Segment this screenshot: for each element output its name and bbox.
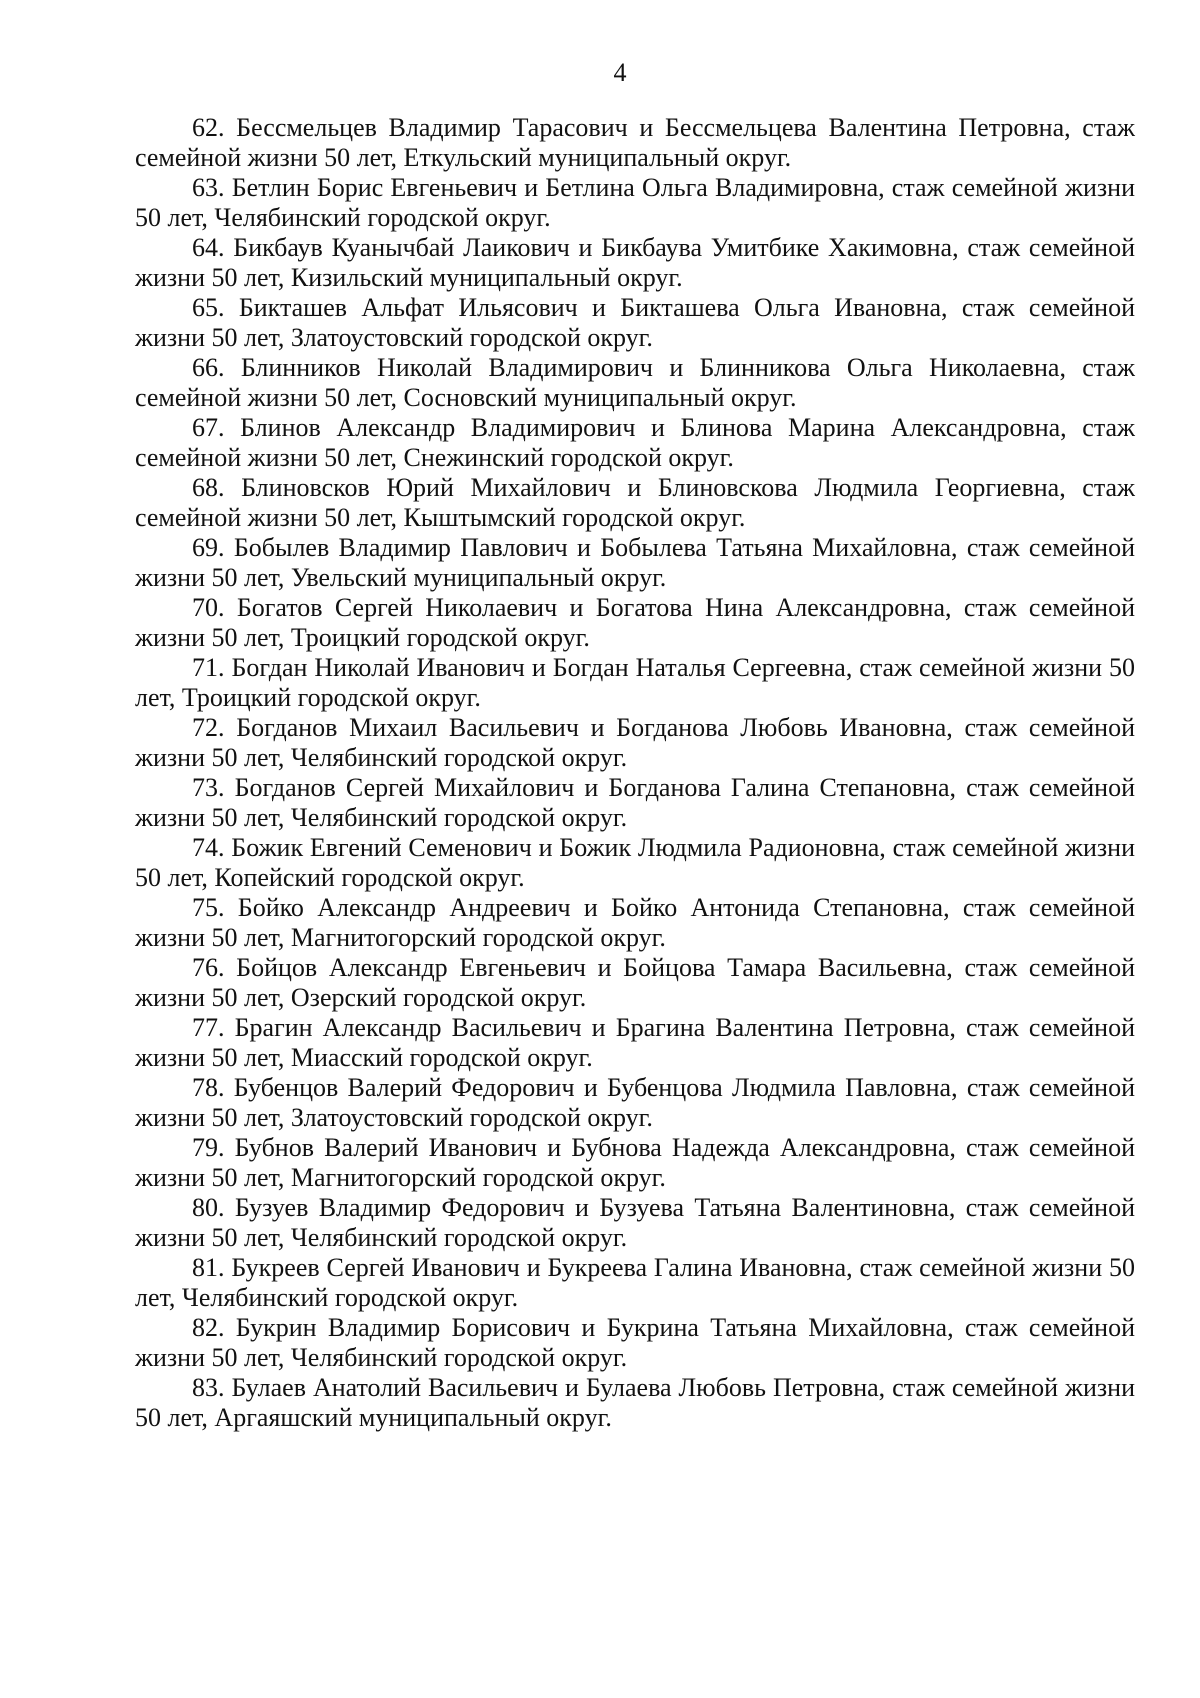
list-item: [135, 1073, 1135, 1133]
page-number: 4: [613, 58, 627, 87]
list-item: [135, 353, 1135, 413]
entry-text: Букреев Сергей Иванович и Букреева Галина Ивановна, стаж семейной жизни 50 лет, Челябинский городской округ.: [135, 1253, 1136, 1312]
entry-number: 81.: [192, 1253, 225, 1282]
entry-number: 79.: [192, 1133, 225, 1162]
entry-number: 75.: [192, 893, 225, 922]
list-item: [135, 1373, 1135, 1433]
list-item: [135, 473, 1135, 533]
entry-text: Бубенцов Валерий Федорович и Бубенцова Людмила Павловна, стаж семейной жизни 50 лет, Златоустовский городской округ.: [135, 1073, 1135, 1132]
entry-number: 82.: [192, 1313, 225, 1342]
entry-text: Богатов Сергей Николаевич и Богатова Нина Александровна, стаж семейной жизни 50 лет, Троицкий городской округ.: [135, 593, 1135, 652]
entry-text: Божик Евгений Семенович и Божик Людмила Радионовна, стаж семейной жизни 50 лет, Копейский городской округ.: [135, 833, 1135, 892]
entry-number: 80.: [192, 1193, 225, 1222]
entry-number: 65.: [192, 293, 225, 322]
entry-number: 64.: [192, 233, 225, 262]
entry-number: 73.: [192, 773, 225, 802]
list-item: [135, 953, 1135, 1013]
entry-number: 72.: [192, 713, 225, 742]
entry-number: 77.: [192, 1013, 225, 1042]
list-item: [135, 893, 1135, 953]
entry-number: 68.: [192, 473, 225, 502]
entry-number: 83.: [192, 1373, 225, 1402]
entry-text: Бойко Александр Андреевич и Бойко Антонида Степановна, стаж семейной жизни 50 лет, Магнитогорский городской округ.: [135, 893, 1135, 952]
entry-text: Бойцов Александр Евгеньевич и Бойцова Тамара Васильевна, стаж семейной жизни 50 лет, Озерский городской округ.: [135, 953, 1135, 1012]
list-item: [135, 713, 1135, 773]
entry-number: 63.: [192, 173, 225, 202]
entry-number: 66.: [192, 353, 225, 382]
list-item: [135, 773, 1135, 833]
entry-list: [135, 113, 1135, 1433]
entry-text: Бетлин Борис Евгеньевич и Бетлина Ольга Владимировна, стаж семейной жизни 50 лет, Челябинский городской округ.: [135, 173, 1135, 232]
entry-number: 78.: [192, 1073, 225, 1102]
list-item: [135, 533, 1135, 593]
list-item: [135, 1013, 1135, 1073]
list-item: [135, 593, 1135, 653]
list-item: [135, 413, 1135, 473]
entry-text: Бикташев Альфат Ильясович и Бикташева Ольга Ивановна, стаж семейной жизни 50 лет, Златоустовский городской округ.: [135, 293, 1135, 352]
list-item: [135, 113, 1135, 173]
list-item: [135, 653, 1135, 713]
entry-number: 71.: [192, 653, 225, 682]
entry-text: Брагин Александр Васильевич и Брагина Валентина Петровна, стаж семейной жизни 50 лет, Миасский городской округ.: [135, 1013, 1135, 1072]
entry-text: Блинов Александр Владимирович и Блинова Марина Александровна, стаж семейной жизни 50 лет, Снежинский городской округ.: [135, 413, 1136, 472]
entry-number: 74.: [192, 833, 225, 862]
entry-text: Бобылев Владимир Павлович и Бобылева Татьяна Михайловна, стаж семейной жизни 50 лет, Увельский муниципальный округ.: [135, 533, 1136, 592]
list-item: [135, 1193, 1135, 1253]
entry-text: Богдан Николай Иванович и Богдан Наталья Сергеевна, стаж семейной жизни 50 лет, Троицкий городской округ.: [135, 653, 1135, 712]
entry-number: 67.: [192, 413, 225, 442]
entry-text: Блинников Николай Владимирович и Блинникова Ольга Николаевна, стаж семейной жизни 50 лет, Сосновский муниципальный округ.: [135, 353, 1135, 412]
entry-text: Богданов Сергей Михайлович и Богданова Галина Степановна, стаж семейной жизни 50 лет, Челябинский городской округ.: [135, 773, 1135, 832]
entry-text: Богданов Михаил Васильевич и Богданова Любовь Ивановна, стаж семейной жизни 50 лет, Челябинский городской округ.: [135, 713, 1136, 772]
entry-text: Бузуев Владимир Федорович и Бузуева Татьяна Валентиновна, стаж семейной жизни 50 лет, Челябинский городской округ.: [135, 1193, 1136, 1252]
list-item: [135, 293, 1135, 353]
entry-number: 76.: [192, 953, 225, 982]
list-item: [135, 173, 1135, 233]
list-item: [135, 1313, 1135, 1373]
entry-text: Бикбаув Куанычбай Лаикович и Бикбаува Умитбике Хакимовна, стаж семейной жизни 50 лет, Кизильский муниципальный округ.: [135, 233, 1136, 292]
entry-number: 70.: [192, 593, 225, 622]
entry-text: Бубнов Валерий Иванович и Бубнова Надежда Александровна, стаж семейной жизни 50 лет, Магнитогорский городской округ.: [135, 1133, 1136, 1192]
entry-text: Букрин Владимир Борисович и Букрина Татьяна Михайловна, стаж семейной жизни 50 лет, Челябинский городской округ.: [135, 1313, 1135, 1372]
list-item: [135, 1253, 1135, 1313]
entry-number: 69.: [192, 533, 225, 562]
entry-text: Блиновсков Юрий Михайлович и Блиновскова Людмила Георгиевна, стаж семейной жизни 50 лет, Кыштымский городской округ.: [135, 473, 1136, 532]
list-item: [135, 233, 1135, 293]
entry-text: Бессмельцев Владимир Тарасович и Бессмельцева Валентина Петровна, стаж семейной жизни 50 лет, Еткульский муниципальный округ.: [135, 113, 1136, 172]
entry-text: Булаев Анатолий Васильевич и Булаева Любовь Петровна, стаж семейной жизни 50 лет, Аргаяшский муниципальный округ.: [135, 1373, 1136, 1432]
list-item: [135, 833, 1135, 893]
entry-number: 62.: [192, 113, 225, 142]
list-item: [135, 1133, 1135, 1193]
